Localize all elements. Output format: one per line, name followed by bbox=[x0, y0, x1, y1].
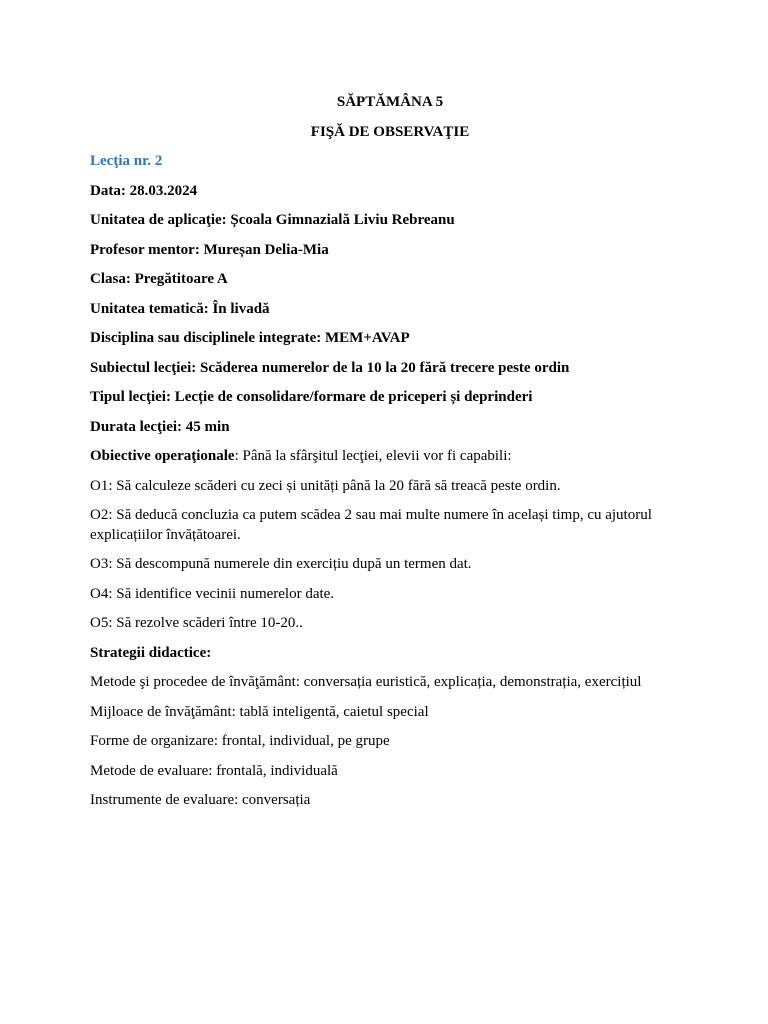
strategy-item: Metode de evaluare: frontală, individuală bbox=[90, 762, 338, 779]
field-unit: Unitatea de aplicaţie: Școala Gimnazială Liviu Rebreanu bbox=[90, 212, 455, 228]
objective-item: O5: Să rezolve scăderi între 10-20.. bbox=[90, 615, 303, 631]
field-lesson-type: Tipul lecţiei: Lecție de consolidare/formare de priceperi și deprinderi bbox=[90, 389, 533, 405]
objective-item: O3: Să descompună numerele din exercițiu după un termen dat. bbox=[90, 556, 472, 572]
objective-item: O2: Să deducă concluzia ca putem scădea 2 sau mai multe numere în același timp, cu ajutorul explicațiilor învățătoarei. bbox=[90, 507, 652, 543]
sheet-title: FIŞĂ DE OBSERVAŢIE bbox=[310, 123, 470, 140]
observation-sheet bbox=[90, 93, 690, 821]
strategy-item: Mijloace de învăţământ: tablă inteligentă, caietul special bbox=[90, 703, 429, 720]
field-mentor: Profesor mentor: Mureșan Delia-Mia bbox=[90, 241, 329, 258]
week-title: SĂPTĂMÂNA 5 bbox=[336, 94, 444, 110]
field-disciplines: Disciplina sau disciplinele integrate: MEM+AVAP bbox=[90, 330, 410, 346]
strategy-item: Metode şi procedee de învăţământ: conversația euristică, explicația, demonstrația, exercițiul bbox=[90, 674, 642, 690]
objective-item: O1: Să calculeze scăderi cu zeci și unități până la 20 fără să treacă peste ordin. bbox=[90, 477, 561, 494]
field-class: Clasa: Pregătitoare A bbox=[90, 271, 228, 287]
strategy-item: Instrumente de evaluare: conversația bbox=[90, 792, 311, 808]
lesson-number: Lecţia nr. 2 bbox=[90, 153, 163, 169]
objectives-label: Obiective operaţionale bbox=[90, 448, 235, 464]
strategies-heading: Strategii didactice: bbox=[90, 644, 212, 661]
strategy-item: Forme de organizare: frontal, individual, pe grupe bbox=[90, 733, 390, 749]
field-thematic-unit: Unitatea tematică: În livadă bbox=[90, 300, 270, 317]
field-date: Data: 28.03.2024 bbox=[90, 182, 198, 199]
objective-item: O4: Să identifice vecinii numerelor date. bbox=[90, 585, 335, 602]
field-subject: Subiectul lecţiei: Scăderea numerelor de la 10 la 20 fără trecere peste ordin bbox=[90, 359, 570, 376]
objectives-intro: : Până la sfârşitul lecţiei, elevii vor fi capabili: bbox=[234, 448, 512, 464]
field-duration: Durata lecţiei: 45 min bbox=[90, 418, 230, 435]
objectives-heading bbox=[90, 447, 690, 467]
